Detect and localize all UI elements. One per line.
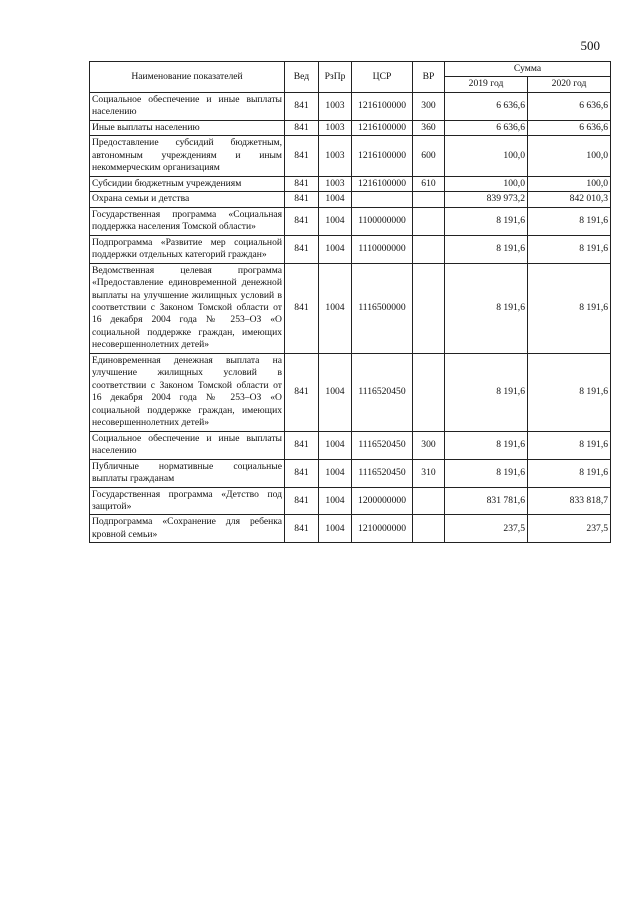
row-rzpr: 1004	[319, 459, 352, 487]
row-vr	[413, 353, 445, 431]
table-row	[90, 515, 611, 543]
row-name: Подпрограмма «Сохранение для ребенка кровной семьи»	[90, 515, 285, 543]
row-sum-2019: 8 191,6	[445, 459, 528, 487]
header-rzpr: РзПр	[319, 62, 352, 93]
row-vr: 300	[413, 92, 445, 120]
row-rzpr: 1004	[319, 431, 352, 459]
row-sum-2019: 6 636,6	[445, 120, 528, 135]
header-year-2019: 2019 год	[445, 77, 528, 92]
budget-table	[89, 61, 611, 543]
row-ved: 841	[285, 515, 319, 543]
header-year-2020: 2020 год	[528, 77, 611, 92]
header-ved: Вед	[285, 62, 319, 93]
row-ved: 841	[285, 192, 319, 207]
row-name: Охрана семьи и детства	[90, 192, 285, 207]
row-rzpr: 1004	[319, 192, 352, 207]
row-sum-2020: 6 636,6	[528, 120, 611, 135]
header-vr: ВР	[413, 62, 445, 93]
row-name: Единовременная денежная выплата на улучшение жилищных условий в соответствии с Законом Томской области от 16 декабря 2004 года № 253–ОЗ «О социальной поддержке граждан, имеющих несовершеннолетних детей»	[90, 353, 285, 431]
row-sum-2019: 8 191,6	[445, 431, 528, 459]
row-csr: 1216100000	[352, 176, 413, 191]
row-sum-2020: 842 010,3	[528, 192, 611, 207]
row-name: Социальное обеспечение и иные выплаты населению	[90, 92, 285, 120]
row-rzpr: 1004	[319, 235, 352, 263]
table-row	[90, 192, 611, 207]
row-vr	[413, 207, 445, 235]
row-rzpr: 1004	[319, 263, 352, 353]
row-ved: 841	[285, 353, 319, 431]
row-sum-2019: 8 191,6	[445, 235, 528, 263]
row-vr: 360	[413, 120, 445, 135]
table-row	[90, 459, 611, 487]
row-ved: 841	[285, 459, 319, 487]
row-rzpr: 1003	[319, 92, 352, 120]
row-vr	[413, 192, 445, 207]
row-ved: 841	[285, 207, 319, 235]
row-sum-2019: 831 781,6	[445, 487, 528, 515]
row-csr: 1216100000	[352, 136, 413, 176]
row-csr: 1200000000	[352, 487, 413, 515]
row-rzpr: 1004	[319, 487, 352, 515]
row-name: Предоставление субсидий бюджетным, автономным учреждениям и иным некоммерческим организациям	[90, 136, 285, 176]
row-vr: 600	[413, 136, 445, 176]
row-sum-2019: 237,5	[445, 515, 528, 543]
row-csr: 1116520450	[352, 431, 413, 459]
table-row	[90, 353, 611, 431]
row-vr	[413, 235, 445, 263]
row-csr: 1210000000	[352, 515, 413, 543]
row-ved: 841	[285, 136, 319, 176]
row-csr: 1116520450	[352, 459, 413, 487]
table-row	[90, 207, 611, 235]
row-csr: 1116500000	[352, 263, 413, 353]
table-row	[90, 176, 611, 191]
row-name: Публичные нормативные социальные выплаты гражданам	[90, 459, 285, 487]
row-sum-2020: 8 191,6	[528, 459, 611, 487]
row-ved: 841	[285, 235, 319, 263]
row-csr	[352, 192, 413, 207]
row-sum-2019: 6 636,6	[445, 92, 528, 120]
row-rzpr: 1003	[319, 120, 352, 135]
row-vr	[413, 487, 445, 515]
header-sum: Сумма	[445, 62, 611, 77]
table-row	[90, 431, 611, 459]
row-sum-2020: 6 636,6	[528, 92, 611, 120]
row-sum-2019: 100,0	[445, 136, 528, 176]
table-body	[90, 92, 611, 542]
row-name: Иные выплаты населению	[90, 120, 285, 135]
row-vr: 610	[413, 176, 445, 191]
row-sum-2020: 8 191,6	[528, 263, 611, 353]
row-ved: 841	[285, 487, 319, 515]
row-sum-2020: 8 191,6	[528, 353, 611, 431]
row-vr	[413, 515, 445, 543]
row-name: Государственная программа «Детство под защитой»	[90, 487, 285, 515]
row-sum-2020: 833 818,7	[528, 487, 611, 515]
row-sum-2020: 8 191,6	[528, 235, 611, 263]
row-sum-2020: 8 191,6	[528, 207, 611, 235]
row-csr: 1116520450	[352, 353, 413, 431]
table-row	[90, 120, 611, 135]
row-ved: 841	[285, 92, 319, 120]
row-sum-2020: 100,0	[528, 176, 611, 191]
row-csr: 1110000000	[352, 235, 413, 263]
row-rzpr: 1004	[319, 207, 352, 235]
table-row	[90, 235, 611, 263]
row-sum-2019: 8 191,6	[445, 353, 528, 431]
row-vr: 300	[413, 431, 445, 459]
row-ved: 841	[285, 120, 319, 135]
row-sum-2020: 8 191,6	[528, 431, 611, 459]
row-ved: 841	[285, 431, 319, 459]
row-name: Субсидии бюджетным учреждениям	[90, 176, 285, 191]
row-sum-2019: 839 973,2	[445, 192, 528, 207]
row-ved: 841	[285, 176, 319, 191]
header-name: Наименование показателей	[90, 62, 285, 93]
row-csr: 1216100000	[352, 120, 413, 135]
row-sum-2019: 8 191,6	[445, 263, 528, 353]
row-sum-2020: 237,5	[528, 515, 611, 543]
row-rzpr: 1003	[319, 136, 352, 176]
row-sum-2020: 100,0	[528, 136, 611, 176]
header-csr: ЦСР	[352, 62, 413, 93]
table-row	[90, 487, 611, 515]
row-name: Ведомственная целевая программа «Предоставление единовременной денежной выплаты на улучшение жилищных условий в соответствии с Законом Томской области от 16 декабря 2004 года № 253–ОЗ «О социальной поддержке граждан, имеющих несовершеннолетних детей»	[90, 263, 285, 353]
row-rzpr: 1003	[319, 176, 352, 191]
row-sum-2019: 100,0	[445, 176, 528, 191]
row-sum-2019: 8 191,6	[445, 207, 528, 235]
table-row	[90, 92, 611, 120]
row-rzpr: 1004	[319, 515, 352, 543]
row-rzpr: 1004	[319, 353, 352, 431]
row-csr: 1100000000	[352, 207, 413, 235]
row-vr: 310	[413, 459, 445, 487]
row-name: Социальное обеспечение и иные выплаты населению	[90, 431, 285, 459]
table-row	[90, 136, 611, 176]
page-number: 500	[580, 38, 600, 53]
row-csr: 1216100000	[352, 92, 413, 120]
row-name: Подпрограмма «Развитие мер социальной поддержки отдельных категорий граждан»	[90, 235, 285, 263]
table-row	[90, 263, 611, 353]
row-name: Государственная программа «Социальная поддержка населения Томской области»	[90, 207, 285, 235]
row-vr	[413, 263, 445, 353]
row-ved: 841	[285, 263, 319, 353]
